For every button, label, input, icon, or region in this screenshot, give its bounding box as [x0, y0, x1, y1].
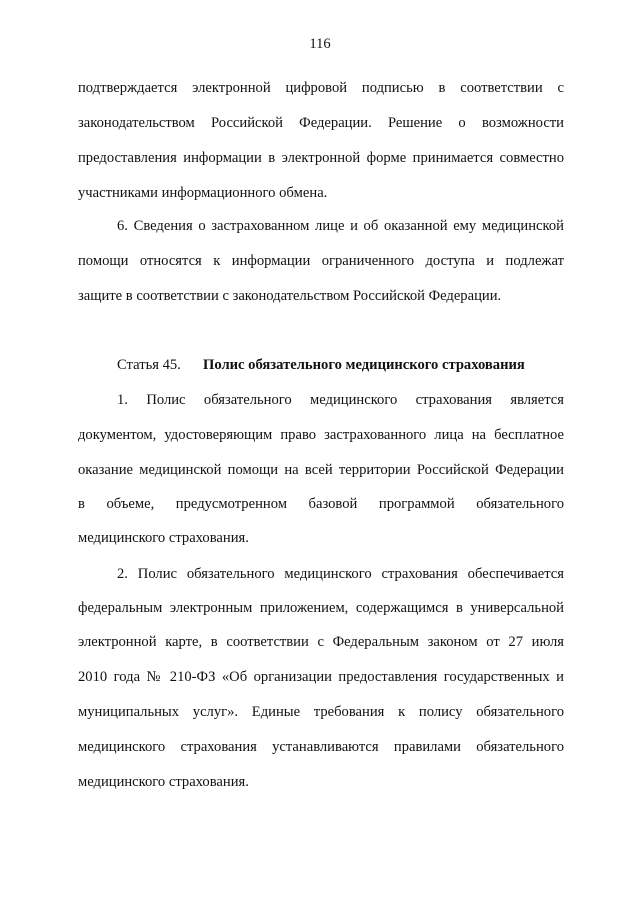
- article-heading: [117, 355, 564, 375]
- text-line: 6. Сведения о застрахованном лице и об оказанной ему медицинской: [117, 218, 564, 234]
- text-line: законодательством Российской Федерации. Решение о возможности: [78, 115, 564, 131]
- article-number: Статья 45.: [117, 357, 181, 373]
- text-line: электронной карте, в соответствии с Федеральным законом от 27 июля: [78, 634, 564, 650]
- text-line: 2010 года № 210-ФЗ «Об организации предоставления государственных и: [78, 669, 564, 685]
- text-line: защите в соответствии с законодательством Российской Федерации.: [78, 288, 502, 304]
- text-line: 2. Полис обязательного медицинского страхования обеспечивается: [117, 566, 564, 582]
- text-line: предоставления информации в электронной форме принимается совместно: [78, 150, 564, 166]
- text-line: документом, удостоверяющим право застрахованного лица на бесплатное: [78, 427, 564, 443]
- text-line: в объеме, предусмотренном базовой программой обязательного: [78, 496, 564, 512]
- text-line: оказание медицинской помощи на всей территории Российской Федерации: [78, 462, 564, 478]
- text-line: участниками информационного обмена.: [78, 185, 328, 201]
- page-number: 116: [309, 36, 331, 52]
- text-line: подтверждается электронной цифровой подписью в соответствии с: [78, 80, 564, 96]
- text-line: помощи относятся к информации ограниченного доступа и подлежат: [78, 253, 564, 269]
- text-line: муниципальных услуг». Единые требования к полису обязательного: [78, 704, 564, 720]
- text-line: 1. Полис обязательного медицинского страхования является: [117, 392, 564, 408]
- text-line: медицинского страхования.: [78, 530, 249, 546]
- text-line: медицинского страхования устанавливаются правилами обязательного: [78, 739, 564, 755]
- text-line: федеральным электронным приложением, содержащимся в универсальной: [78, 600, 564, 616]
- text-line: медицинского страхования.: [78, 774, 249, 790]
- article-title: Полис обязательного медицинского страхования: [203, 357, 525, 373]
